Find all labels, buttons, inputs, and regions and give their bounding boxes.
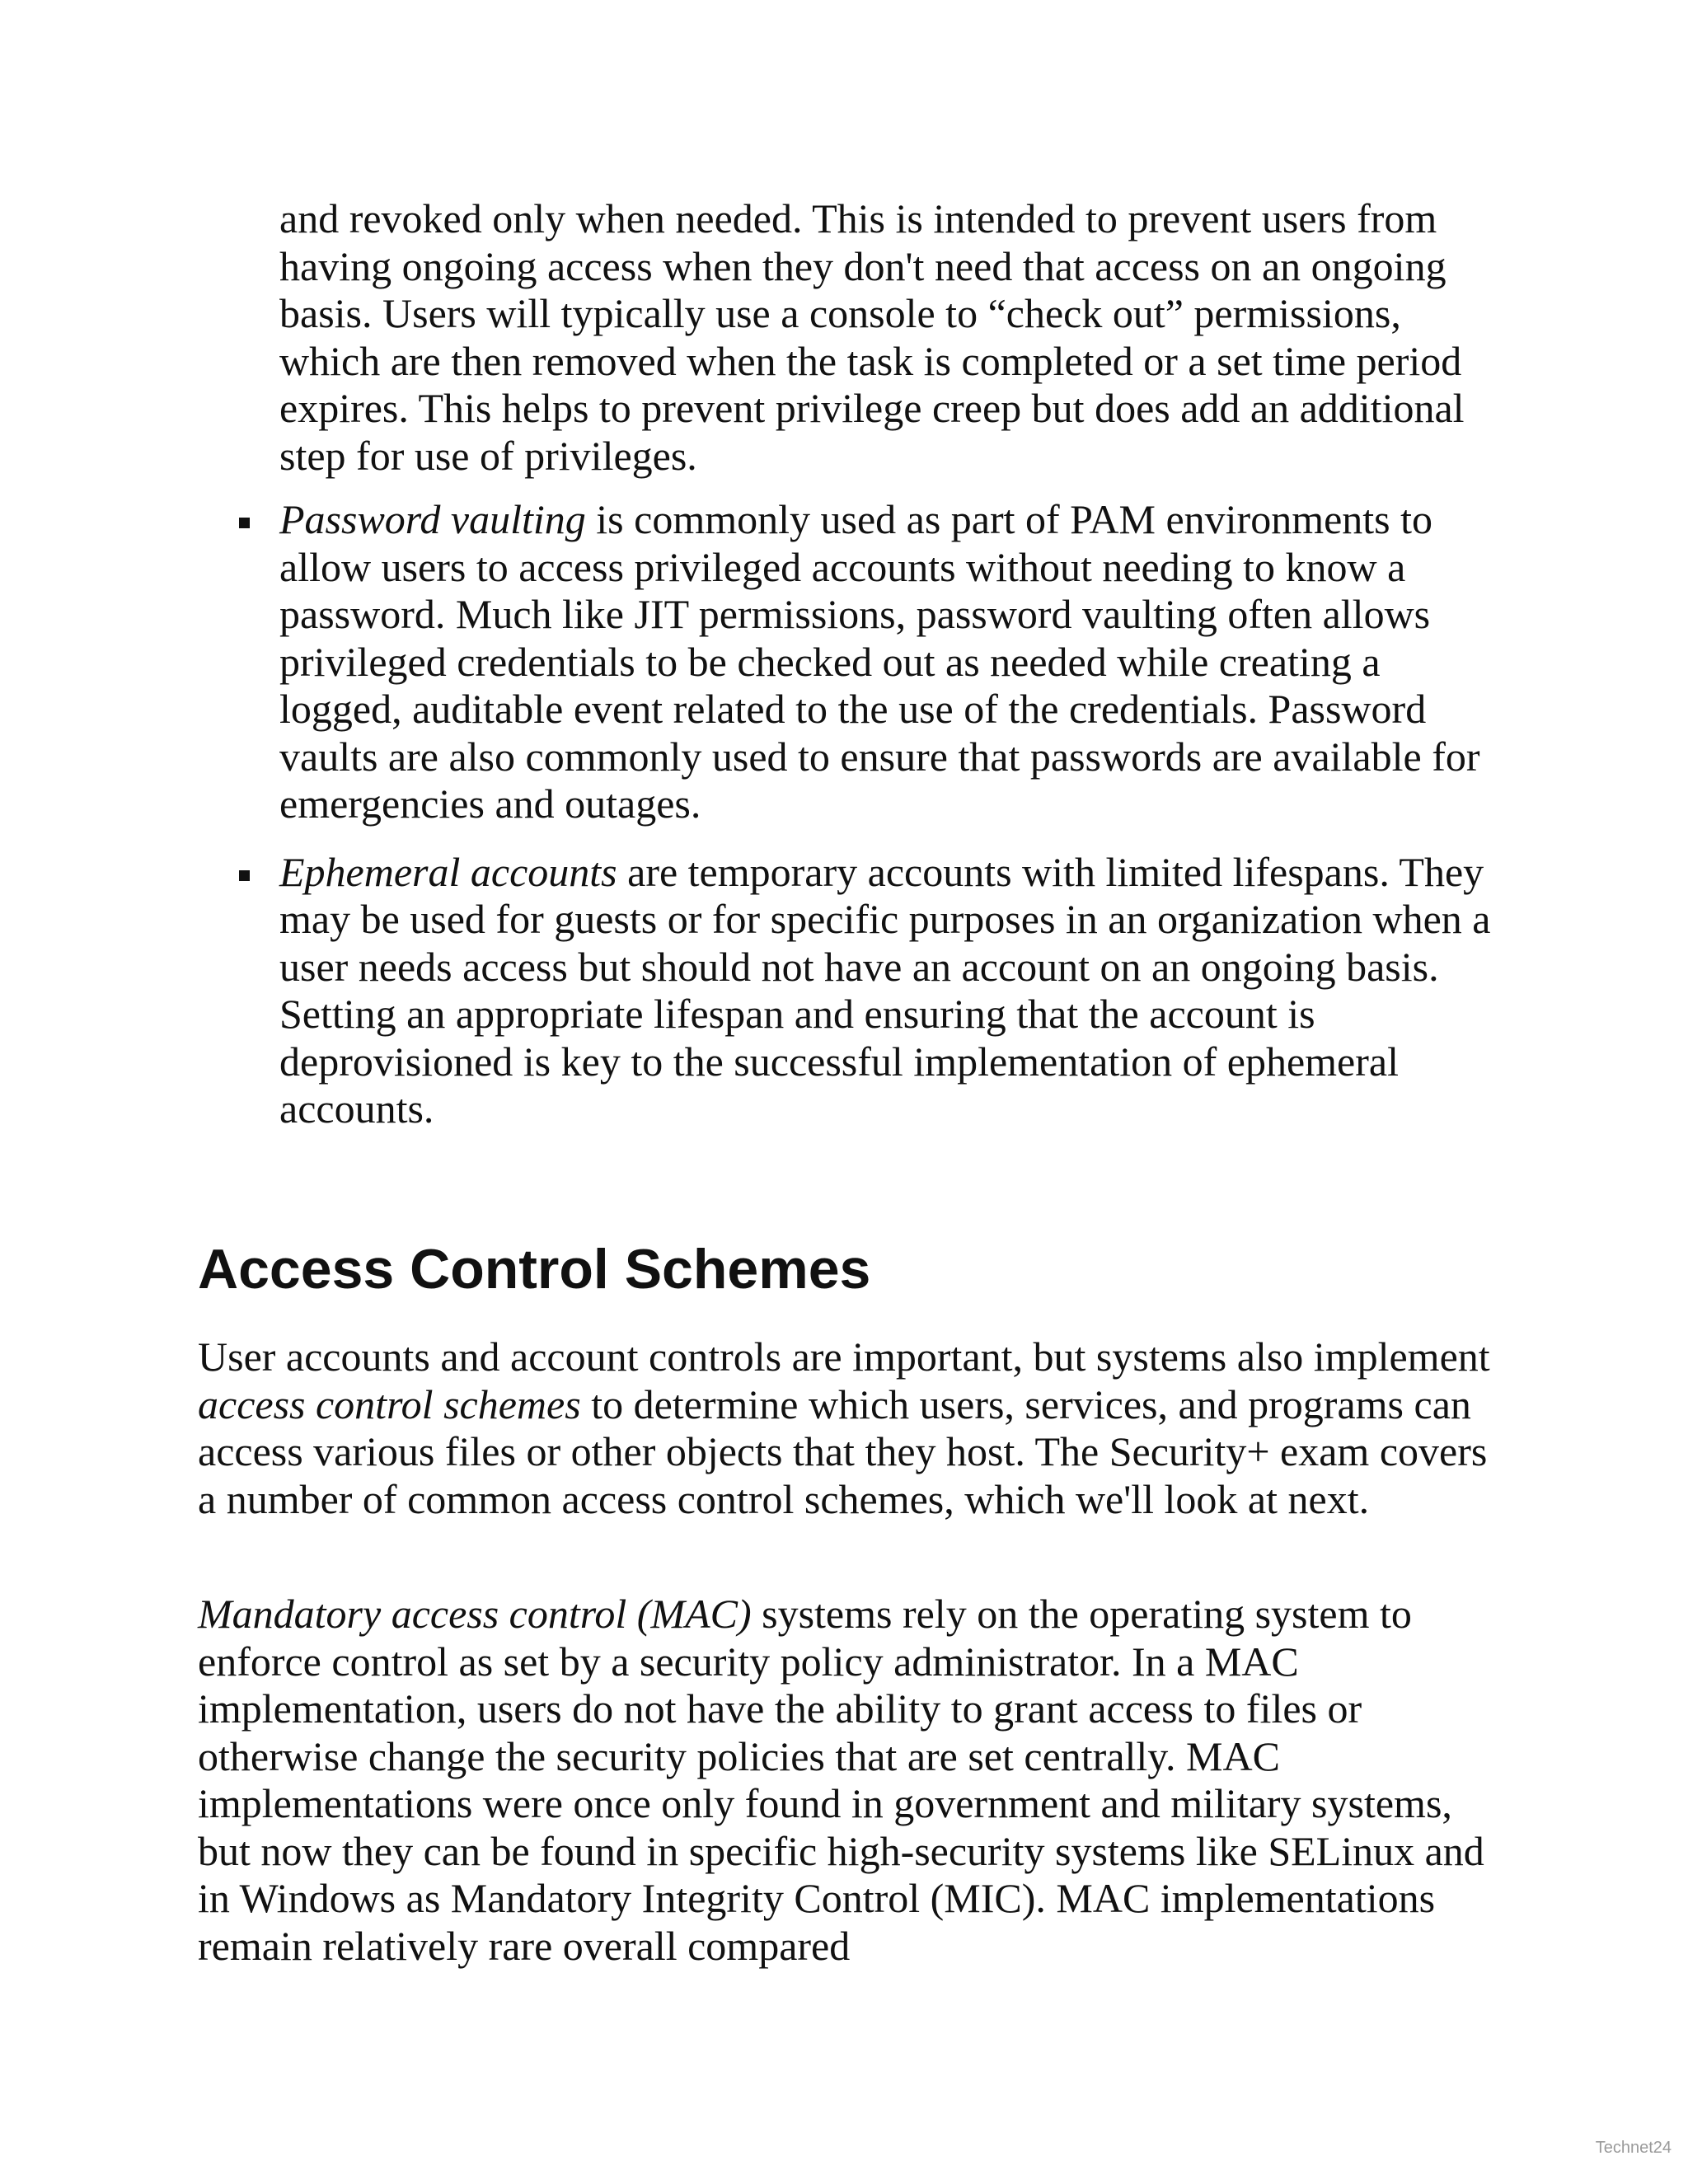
bullet-term: Password vaulting — [279, 496, 586, 542]
bullet-term: Ephemeral accounts — [279, 848, 617, 895]
paragraph-term: access control schemes — [198, 1380, 581, 1427]
body-paragraph — [198, 1333, 1504, 1523]
section-heading: Access Control Schemes — [198, 1238, 871, 1301]
continuation-paragraph: and revoked only when needed. This is intended to prevent users from having ongoing access when they don't need that access on an ongoing basis. Users will typically use a console to “check out” permissions, which are then removed when the task is completed or a set time period expires. This helps to prevent privilege creep but does add an additional step for use of privileges. — [279, 195, 1465, 479]
body-paragraph — [198, 1591, 1504, 1970]
list-item — [0, 849, 1499, 1133]
bullet-text: is commonly used as part of PAM environments to allow users to access privileged accounts without needing to know a password. Much like JIT permissions, password vaulting often allows privileged credentials to be checked out as needed while creating a logged, auditable event related to the use of the credentials. Password vaults are also commonly used to ensure that passwords are available for emergencies and outages. — [279, 496, 1480, 827]
list-item — [0, 496, 1499, 828]
paragraph-text: systems rely on the operating system to enforce control as set by a security policy administrator. In a MAC implementation, users do not have the ability to grant access to files or otherwise change the security policies that are set centrally. MAC implementations were once only found in government and military systems, but now they can be found in specific high-security systems like SELinux and in Windows as Mandatory Integrity Control (MIC). MAC implementations remain relatively rare overall compared — [198, 1591, 1484, 1969]
bullet-text: are temporary accounts with limited lifespans. They may be used for guests or for specific purposes in an organization when a user needs access but should not have an account on an ongoing basis. Setting an appropriate lifespan and ensuring that the account is deprovisioned is key to the successful implementation of ephemeral accounts. — [279, 848, 1491, 1132]
square-bullet-icon — [239, 870, 250, 881]
paragraph-text: User accounts and account controls are important, but systems also implement — [198, 1333, 1490, 1380]
bullet-list — [0, 496, 1688, 1154]
square-bullet-icon — [239, 518, 250, 528]
paragraph-term: Mandatory access control (MAC) — [198, 1591, 752, 1637]
watermark: Technet24 — [1595, 2139, 1672, 2157]
paragraph-text: to determine which users, services, and programs can access various files or other objects that they host. The Security+ exam covers a number of common access control schemes, which we'll look at next. — [198, 1380, 1488, 1522]
